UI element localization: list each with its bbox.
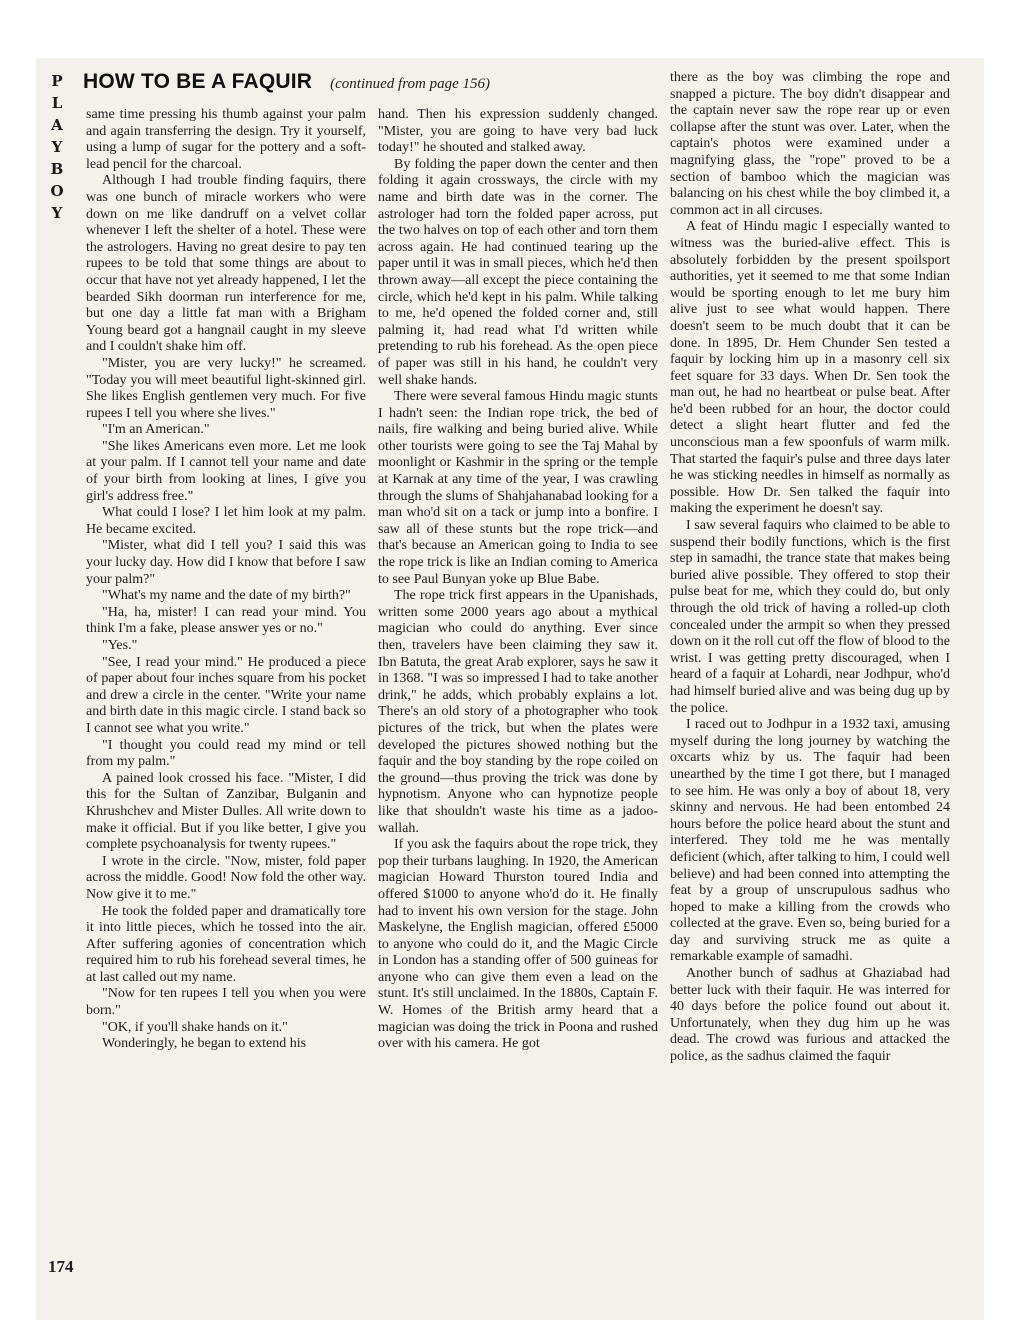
paragraph: "Mister, you are very lucky!" he screamed. "Today you will meet beautiful light-skinned girl. She likes English gentlemen very much. For five rupees I tell you where she lives.": [86, 355, 366, 421]
paragraph: I wrote in the circle. "Now, mister, fold paper across the middle. Good! Now fold the other way. Now give it to me.": [86, 853, 366, 902]
paragraph: There were several famous Hindu magic stunts I hadn't seen: the Indian rope trick, the bed of nails, fire walking and being buried alive. While other tourists were going to see the Taj Mahal by moonlight or Kashmir in the spring or the temple at Karnak at any time of the year, I was crawling through the slums of Shahjahanabad looking for a man who'd sit on a tack or jump into a bonfire. I saw all of these stunts but the rope trick—and that's because an American going to India to see the rope trick is like an Indian coming to America to see Paul Bunyan yoke up Blue Babe.: [378, 389, 658, 587]
page-number: 174: [48, 1257, 74, 1276]
paragraph: "Ha, ha, mister! I can read your mind. You think I'm a fake, please answer yes or no.": [86, 604, 366, 637]
masthead-letter: O: [50, 182, 64, 200]
masthead-letter: L: [51, 94, 63, 112]
article-header: [83, 70, 643, 100]
paragraph: What could I lose? I let him look at my palm. He became excited.: [86, 505, 366, 537]
paragraph: By folding the paper down the center and then folding it again crossways, the circle with my name and birth date was in the corner. The astrologer had torn the folded paper across, put the two halves on top of each other and torn them across again. He had continued tearing up the paper until it was in small pieces, which he'd then thrown away—all except the piece containing the circle, which he'd kept in his palm. While talking to me, he'd opened the folded corner and, still palming it, had read what I'd written while pretending to rub his forehead. As the open piece of paper was still in his hand, he couldn't very well shake hands.: [378, 156, 658, 388]
masthead-letter: P: [51, 72, 63, 90]
paragraph: "I'm an American.": [102, 422, 210, 438]
paragraph: same time pressing his thumb against your palm and again transferring the design. Try it yourself, using a lump of sugar for the pottery and a soft-lead pencil for the charcoal.: [86, 107, 366, 172]
text-column-1: [86, 107, 366, 1053]
paragraph: I saw several faquirs who claimed to be able to suspend their bodily functions, which is the first step in samadhi, the trance state that makes being buried alive possible. They offered to stop their pulse beat for me, which they could do, but only through the old trick of having a rolled-up cloth concealed under the armpit so when they pressed down on it the roll cut off the flow of blood to the wrist. I was getting pretty discouraged, when I heard of a faquir at Lohardi, near Jodhpur, who'd had himself buried alive and was being dug up by the police.: [670, 518, 950, 716]
paragraph: "I thought you could read my mind or tell from my palm.": [86, 737, 366, 770]
paragraph: He took the folded paper and dramatically tore it into little pieces, which he tossed into the air. After suffering agonies of concentration which required him to rub his forehead several times, he at last called out my name.: [86, 903, 366, 985]
masthead-letter: A: [51, 116, 63, 134]
paragraph: "OK, if you'll shake hands on it.": [102, 1019, 288, 1035]
paragraph: hand. Then his expression suddenly changed. "Mister, you are going to have very bad luck today!" he shouted and stalked away.: [378, 107, 658, 156]
magazine-page: [36, 58, 984, 1320]
paragraph: "Yes.": [102, 638, 138, 653]
paragraph: there as the boy was climbing the rope and snapped a picture. The boy didn't disappear and the captain never saw the rope rear up or even collapse after the stunt was over. Later, when the captain's photos were examined under a magnifying glass, the "rope" proved to be a section of bamboo which the magician was balancing on his chest while the boy climbed it, a common act in all circuses.: [670, 70, 950, 218]
paragraph: Although I had trouble finding faquirs, there was one bunch of miracle workers who were down on me like dandruff on a velvet collar whenever I left the shelter of a hotel. These were the astrologers. Having no great desire to pay ten rupees to be told that some things are about to occur that have not yet already happened, I let the bearded Sikh doorman run interference for me, but one day a little fat man with a Brigham Young beard got a hangnail caught in my sleeve and I couldn't shake him off.: [86, 173, 366, 355]
article-title: HOW TO BE A FAQUIR: [83, 70, 313, 93]
text-column-3: [670, 70, 950, 1066]
paragraph: "What's my name and the date of my birth?": [102, 588, 351, 604]
paragraph: The rope trick first appears in the Upanishads, written some 2000 years ago about a mythical magician who could do anything. Ever since then, travelers have been claiming they saw it. Ibn Batuta, the great Arab explorer, says he saw it in 1368. "I was so impressed I had to take another drink," he adds, which probably explains a lot. There's an old story of a photographer who took pictures of the trick, but when the plates were developed the pictures showed nothing but the faquir and the boy standing by the rope coiled on the ground—thus proving the trick was done by hypnotism. Anyone who can hypnotize people like that shouldn't waste his time as a jadoo-wallah.: [378, 588, 658, 836]
masthead-letter: B: [50, 160, 64, 178]
continued-note: (continued from page 156): [330, 76, 490, 92]
paragraph: Wonderingly, he began to extend his: [102, 1036, 307, 1052]
paragraph: "See, I read your mind." He produced a piece of paper about four inches square from his pocket and drew a circle in the center. "Write your name and birth date in this magic circle. I stand back so I cannot see what you write.": [86, 654, 366, 736]
magazine-masthead: [44, 70, 70, 240]
paragraph: I raced out to Jodhpur in a 1932 taxi, amusing myself during the long journey by watching the oxcarts whiz by us. The faquir had been unearthed by the time I got there, but I managed to see him. He was only a boy of about 18, very skinny and nervous. He had been entombed 24 hours before the police heard about the stunt and interfered. They told me he was mentally deficient (which, after talking to him, I could well believe) and had been conned into attempting the feat by a group of unscrupulous sadhus who hoped to make a killing from the crowds who collected at the grave. Even so, being buried for a day and surviving struck me as quite a remarkable example of samadhi.: [670, 717, 950, 965]
text-column-2: [378, 107, 658, 1053]
paragraph: Another bunch of sadhus at Ghaziabad had better luck with their faquir. He was interred for 40 days before the police found out about it. Unfortunately, when they dug him up he was dead. The crowd was furious and attacked the police, as the sadhus claimed the faquir: [670, 966, 950, 1065]
paragraph: A feat of Hindu magic I especially wanted to witness was the buried-alive effect. This is absolutely forbidden by the present spoilsport authorities, yet it seemed to me that some Indian would be sporting enough to let me bury him alive just to see what would happen. There doesn't seem to be much doubt that it can be done. In 1895, Dr. Hem Chunder Sen tested a faquir by locking him up in a masonry cell six feet square for 33 days. When Dr. Sen took the man out, he had no heartbeat or pulse beat. After he'd been rubbed for an hour, the doctor could detect a slight heart flutter and fed the unconscious man a few spoonfuls of warm milk. That started the faquir's pulse and three days later he was sticking needles in himself as normally as possible. How Dr. Sen talked the faquir into making the experiment he doesn't say.: [670, 219, 950, 517]
masthead-letter: Y: [51, 138, 63, 156]
paragraph: If you ask the faquirs about the rope trick, they pop their turbans laughing. In 1920, the American magician Howard Thurston toured India and offered $1000 to anyone who'd do it. He finally had to invent his own version for the stage. John Maskelyne, the English magician, offered £5000 to anyone who could do it, and the Magic Circle in London has a standing offer of 500 guineas for anyone who can give them even a lead on the stunt. It's still unclaimed. In the 1880s, Captain F. W. Homes of the British army heard that a magician was doing the trick in Poona and rushed over with his camera. He got: [378, 837, 658, 1052]
paragraph: "Mister, what did I tell you? I said this was your lucky day. How did I know that before I saw your palm?": [86, 538, 366, 587]
paragraph: "She likes Americans even more. Let me look at your palm. If I cannot tell your name and date of your birth from looking at lines, I give you girl's address free.": [86, 438, 366, 504]
masthead-letter: Y: [51, 204, 63, 222]
paragraph: "Now for ten rupees I tell you when you were born.": [86, 986, 366, 1019]
paragraph: A pained look crossed his face. "Mister, I did this for the Sultan of Zanzibar, Bulganin and Khrushchev and Mister Dulles. All write down to make it official. But if you like better, I give you complete psychoanalysis for twenty rupees.": [86, 770, 366, 853]
